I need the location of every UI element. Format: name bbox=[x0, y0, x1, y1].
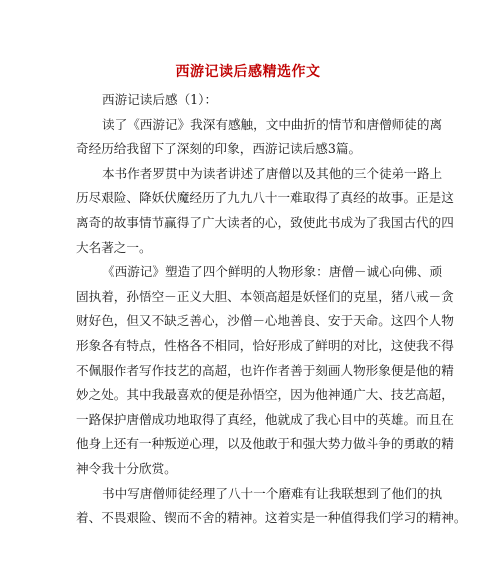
paragraph-line: 本书作者罗贯中为读者讲述了唐僧以及其他的三个徒弟一路上 bbox=[102, 165, 443, 181]
paragraph-line: 历尽艰险、降妖伏魔经历了九九八十一难取得了真经的故事。正是这 bbox=[76, 190, 454, 206]
paragraph-line: 读了《西游记》我深有感触，文中曲折的情节和唐僧师徒的离 bbox=[102, 116, 443, 132]
paragraph-line: 一路保护唐僧成功地取得了真经，他就成了我心目中的英雄。而且在 bbox=[76, 411, 454, 427]
paragraph-2 bbox=[76, 162, 454, 260]
subheading: 西游记读后感（1）： bbox=[102, 92, 218, 107]
document-title: 西游记读后感精选作文 bbox=[175, 64, 321, 80]
paragraph-3 bbox=[76, 260, 454, 481]
paragraph-1 bbox=[76, 113, 443, 162]
paragraph-line: 书中写唐僧师徒经理了八十一个磨难有让我联想到了他们的执 bbox=[102, 485, 443, 501]
paragraph-line: 大名著之一。 bbox=[76, 239, 152, 255]
paragraph-4 bbox=[76, 482, 467, 531]
paragraph-line: 离奇的故事情节赢得了广大读者的心，致使此书成为了我国古代的四 bbox=[76, 214, 454, 230]
paragraph-line: 神令我十分欣赏。 bbox=[76, 460, 177, 476]
paragraph-line: 他身上还有一种叛逆心理，以及他敢于和强大势力做斗争的勇敢的精 bbox=[76, 436, 454, 452]
paragraph-line: 《西游记》塑造了四个鲜明的人物形象：唐僧－诚心向佛、顽 bbox=[102, 264, 443, 280]
paragraph-line: 形象各有特点，性格各不相同，恰好形成了鲜明的对比，这使我不得 bbox=[76, 337, 454, 353]
paragraph-line: 奇经历给我留下了深刻的印象，西游记读后感3篇。 bbox=[76, 141, 362, 157]
paragraph-line: 财好色，但又不缺乏善心，沙僧－心地善良、安于天命。这四个人物 bbox=[76, 313, 454, 329]
paragraph-line: 着、不畏艰险、锲而不舍的精神。这着实是一种值得我们学习的精神。 bbox=[76, 510, 467, 526]
document-body bbox=[76, 88, 467, 531]
paragraph-line: 固执着，孙悟空－正义大胆、本领高超是妖怪们的克星，猪八戒－贪 bbox=[76, 288, 454, 304]
paragraph-line: 不佩服作者写作技艺的高超，也许作者善于刻画人物形象便是他的精 bbox=[76, 362, 454, 378]
paragraph-line: 妙之处。其中我最喜欢的便是孙悟空，因为他神通广大、技艺高超， bbox=[76, 387, 454, 403]
